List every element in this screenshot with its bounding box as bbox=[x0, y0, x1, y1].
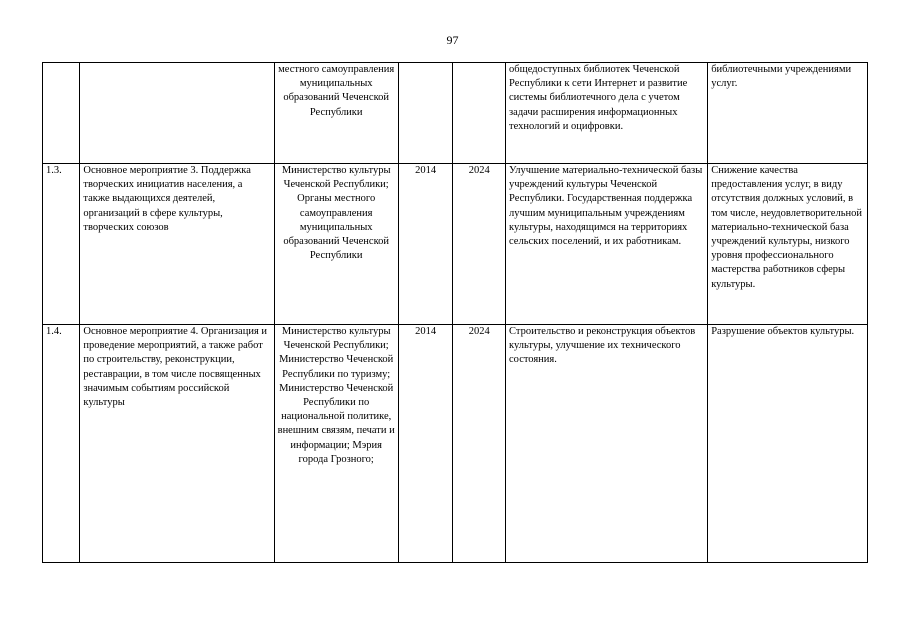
expected-result: Строительство и реконструкция объектов культуры, улучшение их технического состояния. bbox=[506, 325, 708, 563]
table-row bbox=[43, 164, 868, 325]
table-row bbox=[43, 63, 868, 164]
row-number bbox=[43, 63, 80, 164]
consequences-cell: Снижение качества предоставления услуг, в виду отсутствия должных условий, в том числе, неудовлетворительной материально-технической база учреждений культуры, низкого уровня профессионального мастерства работников сферы культуры. bbox=[708, 164, 868, 325]
start-year: 2014 bbox=[398, 164, 453, 325]
executor-cell: Министерство культуры Чеченской Республики; Органы местного самоуправления муниципальных образований Чеченской Республики bbox=[274, 164, 398, 325]
executor-cell: Министерство культуры Чеченской Республики; Министерство Чеченской Республики по туризму; Министерство Чеченской Республики по национальной политике, внешним связям, печати и информации; Мэрия города Грозного; bbox=[274, 325, 398, 563]
program-table bbox=[42, 62, 868, 563]
executor-cell: местного самоуправления муниципальных образований Чеченской Республики bbox=[274, 63, 398, 164]
start-year bbox=[398, 63, 453, 164]
row-number: 1.3. bbox=[43, 164, 80, 325]
event-name bbox=[80, 63, 274, 164]
start-year: 2014 bbox=[398, 325, 453, 563]
consequences-cell: библиотечными учреждениями услуг. bbox=[708, 63, 868, 164]
event-name: Основное мероприятие 4. Организация и проведение мероприятий, а также работ по строительству, реконструкции, реставрации, в том числе посвященных значимым событиям российской культуры bbox=[80, 325, 274, 563]
table-row bbox=[43, 325, 868, 563]
consequences-cell: Разрушение объектов культуры. bbox=[708, 325, 868, 563]
expected-result: Улучшение материально-технической базы учреждений культуры Чеченской Республики. Государственная поддержка лучшим муниципальным учреждениям культуры, находящимся на территориях сельских поселений, и их работникам. bbox=[506, 164, 708, 325]
end-year: 2024 bbox=[453, 164, 506, 325]
end-year bbox=[453, 63, 506, 164]
expected-result: общедоступных библиотек Чеченской Республики к сети Интернет и развитие системы библиотечного дела с учетом задачи расширения информационных технологий и оцифровки. bbox=[506, 63, 708, 164]
event-name: Основное мероприятие 3. Поддержка творческих инициатив населения, а также выдающихся деятелей, организаций в сфере культуры, творческих союзов bbox=[80, 164, 274, 325]
row-number: 1.4. bbox=[43, 325, 80, 563]
end-year: 2024 bbox=[453, 325, 506, 563]
page-number: 97 bbox=[446, 33, 459, 47]
